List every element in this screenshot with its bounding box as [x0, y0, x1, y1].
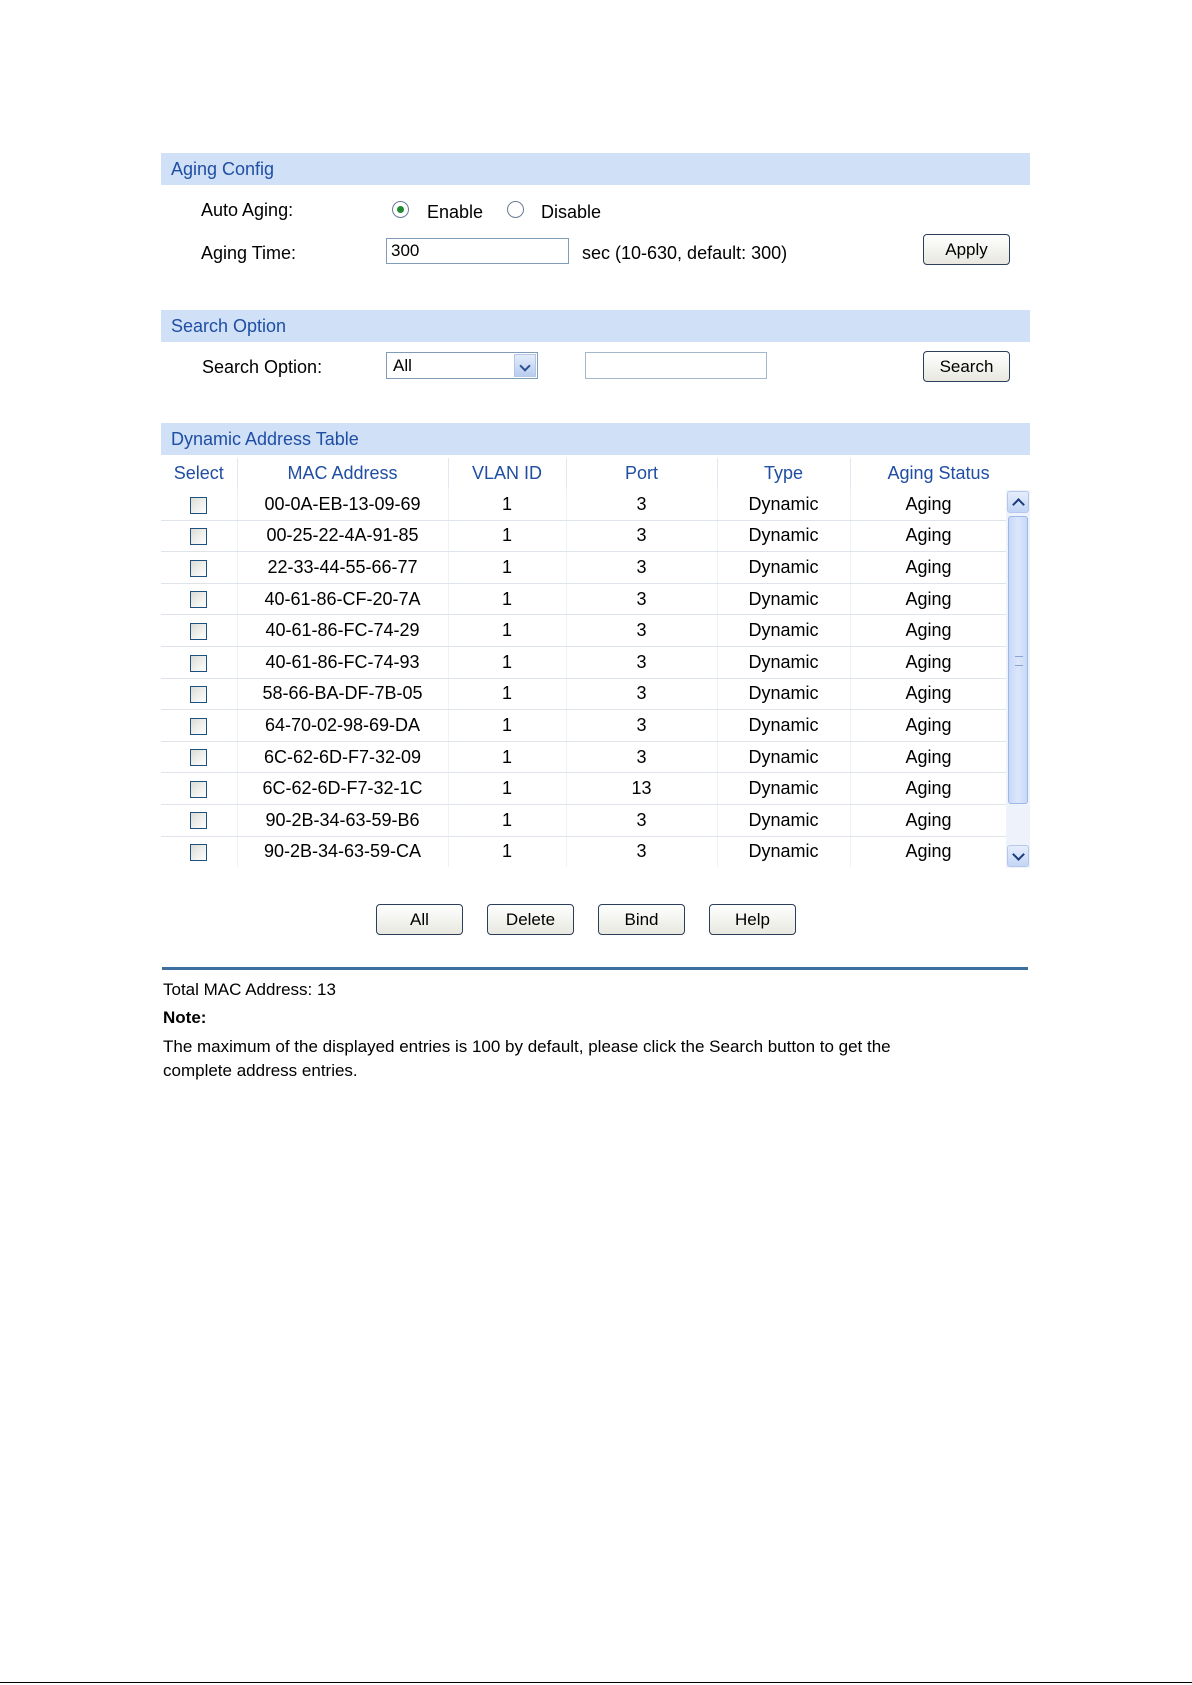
cell-status: Aging — [850, 773, 1030, 805]
cell-type: Dynamic — [717, 773, 850, 805]
apply-button[interactable]: Apply — [923, 234, 1010, 265]
section-divider — [162, 967, 1028, 970]
delete-button[interactable]: Delete — [487, 904, 574, 935]
table-row — [161, 804, 1030, 836]
cell-vlan: 1 — [448, 646, 566, 678]
cell-port: 3 — [566, 583, 717, 615]
cell-vlan: 1 — [448, 804, 566, 836]
page-bottom-rule — [0, 1682, 1192, 1683]
scroll-down-icon[interactable] — [1007, 845, 1029, 867]
cell-status: Aging — [850, 583, 1030, 615]
cell-vlan: 1 — [448, 710, 566, 742]
table-row — [161, 836, 1030, 867]
note-line-1: The maximum of the displayed entries is 100 by default, please click the Search button to get the — [163, 1037, 891, 1056]
aging-time-hint: sec (10-630, default: 300) — [582, 243, 788, 263]
table-row — [161, 552, 1030, 584]
cell-vlan: 1 — [448, 836, 566, 867]
cell-type: Dynamic — [717, 836, 850, 867]
note-line-2: complete address entries. — [163, 1061, 358, 1080]
cell-status: Aging — [850, 646, 1030, 678]
cell-mac: 40-61-86-FC-74-29 — [237, 615, 448, 647]
scroll-thumb[interactable] — [1008, 516, 1028, 804]
cell-status: Aging — [850, 678, 1030, 710]
column-type: Type — [717, 458, 850, 489]
select-all-button[interactable]: All — [376, 904, 463, 935]
disable-radio-label[interactable]: Disable — [541, 202, 602, 222]
total-mac-count: Total MAC Address: 13 — [163, 980, 336, 999]
cell-mac: 6C-62-6D-F7-32-1C — [237, 773, 448, 805]
cell-mac: 00-25-22-4A-91-85 — [237, 520, 448, 552]
cell-status: Aging — [850, 710, 1030, 742]
table-header-row — [161, 458, 1030, 489]
enable-radio-label[interactable]: Enable — [427, 202, 484, 222]
row-checkbox[interactable] — [190, 560, 207, 577]
cell-status: Aging — [850, 489, 1030, 520]
cell-type: Dynamic — [717, 552, 850, 584]
cell-vlan: 1 — [448, 741, 566, 773]
row-checkbox[interactable] — [190, 591, 207, 608]
cell-status: Aging — [850, 804, 1030, 836]
row-checkbox[interactable] — [190, 718, 207, 735]
cell-status: Aging — [850, 615, 1030, 647]
table-scrollbar[interactable] — [1006, 490, 1030, 868]
cell-mac: 40-61-86-FC-74-93 — [237, 646, 448, 678]
cell-type: Dynamic — [717, 804, 850, 836]
cell-type: Dynamic — [717, 583, 850, 615]
cell-mac: 22-33-44-55-66-77 — [237, 552, 448, 584]
cell-mac: 6C-62-6D-F7-32-09 — [237, 741, 448, 773]
aging-time-input[interactable] — [386, 238, 569, 264]
row-checkbox[interactable] — [190, 781, 207, 798]
table-row — [161, 646, 1030, 678]
cell-vlan: 1 — [448, 520, 566, 552]
row-checkbox[interactable] — [190, 655, 207, 672]
cell-type: Dynamic — [717, 646, 850, 678]
cell-type: Dynamic — [717, 710, 850, 742]
cell-port: 3 — [566, 710, 717, 742]
dynamic-address-table — [161, 458, 1030, 867]
row-checkbox[interactable] — [190, 844, 207, 861]
cell-vlan: 1 — [448, 489, 566, 520]
disable-radio[interactable] — [507, 201, 524, 218]
note-title: Note: — [163, 1008, 207, 1027]
cell-type: Dynamic — [717, 520, 850, 552]
cell-type: Dynamic — [717, 615, 850, 647]
table-row — [161, 678, 1030, 710]
table-row — [161, 710, 1030, 742]
column-select: Select — [161, 458, 237, 489]
chevron-down-icon[interactable] — [514, 354, 536, 377]
auto-aging-label: Auto Aging: — [201, 200, 294, 220]
cell-port: 3 — [566, 741, 717, 773]
cell-port: 13 — [566, 773, 717, 805]
cell-status: Aging — [850, 836, 1030, 867]
cell-vlan: 1 — [448, 773, 566, 805]
search-option-header: Search Option — [161, 310, 1030, 342]
cell-type: Dynamic — [717, 678, 850, 710]
cell-port: 3 — [566, 489, 717, 520]
cell-port: 3 — [566, 615, 717, 647]
search-input[interactable] — [585, 352, 767, 379]
row-checkbox[interactable] — [190, 686, 207, 703]
cell-mac: 40-61-86-CF-20-7A — [237, 583, 448, 615]
bind-button[interactable]: Bind — [598, 904, 685, 935]
cell-mac: 90-2B-34-63-59-B6 — [237, 804, 448, 836]
cell-port: 3 — [566, 520, 717, 552]
table-row — [161, 583, 1030, 615]
cell-status: Aging — [850, 741, 1030, 773]
column-aging-status: Aging Status — [850, 458, 1030, 489]
row-checkbox[interactable] — [190, 497, 207, 514]
cell-vlan: 1 — [448, 678, 566, 710]
table-row — [161, 615, 1030, 647]
search-option-label: Search Option: — [202, 357, 323, 377]
row-checkbox[interactable] — [190, 528, 207, 545]
table-row — [161, 489, 1030, 520]
cell-type: Dynamic — [717, 489, 850, 520]
cell-mac: 90-2B-34-63-59-CA — [237, 836, 448, 867]
aging-config-header: Aging Config — [161, 153, 1030, 185]
search-option-selected: All — [393, 356, 412, 375]
cell-mac: 00-0A-EB-13-09-69 — [237, 489, 448, 520]
cell-vlan: 1 — [448, 583, 566, 615]
table-row — [161, 773, 1030, 805]
aging-time-label: Aging Time: — [201, 243, 297, 263]
cell-type: Dynamic — [717, 741, 850, 773]
scroll-up-icon[interactable] — [1007, 491, 1029, 513]
cell-port: 3 — [566, 552, 717, 584]
cell-status: Aging — [850, 520, 1030, 552]
cell-vlan: 1 — [448, 615, 566, 647]
cell-vlan: 1 — [448, 552, 566, 584]
search-option-select[interactable] — [386, 352, 538, 379]
table-row — [161, 741, 1030, 773]
cell-port: 3 — [566, 804, 717, 836]
help-button[interactable]: Help — [709, 904, 796, 935]
cell-status: Aging — [850, 552, 1030, 584]
row-checkbox[interactable] — [190, 749, 207, 766]
cell-port: 3 — [566, 836, 717, 867]
search-button[interactable]: Search — [923, 351, 1010, 382]
table-row — [161, 520, 1030, 552]
cell-mac: 58-66-BA-DF-7B-05 — [237, 678, 448, 710]
column-port: Port — [566, 458, 717, 489]
row-checkbox[interactable] — [190, 623, 207, 640]
cell-port: 3 — [566, 678, 717, 710]
cell-mac: 64-70-02-98-69-DA — [237, 710, 448, 742]
column-vlan-id: VLAN ID — [448, 458, 566, 489]
row-checkbox[interactable] — [190, 812, 207, 829]
column-mac-address: MAC Address — [237, 458, 448, 489]
enable-radio[interactable] — [392, 201, 409, 218]
dynamic-table-header: Dynamic Address Table — [161, 423, 1030, 455]
cell-port: 3 — [566, 646, 717, 678]
